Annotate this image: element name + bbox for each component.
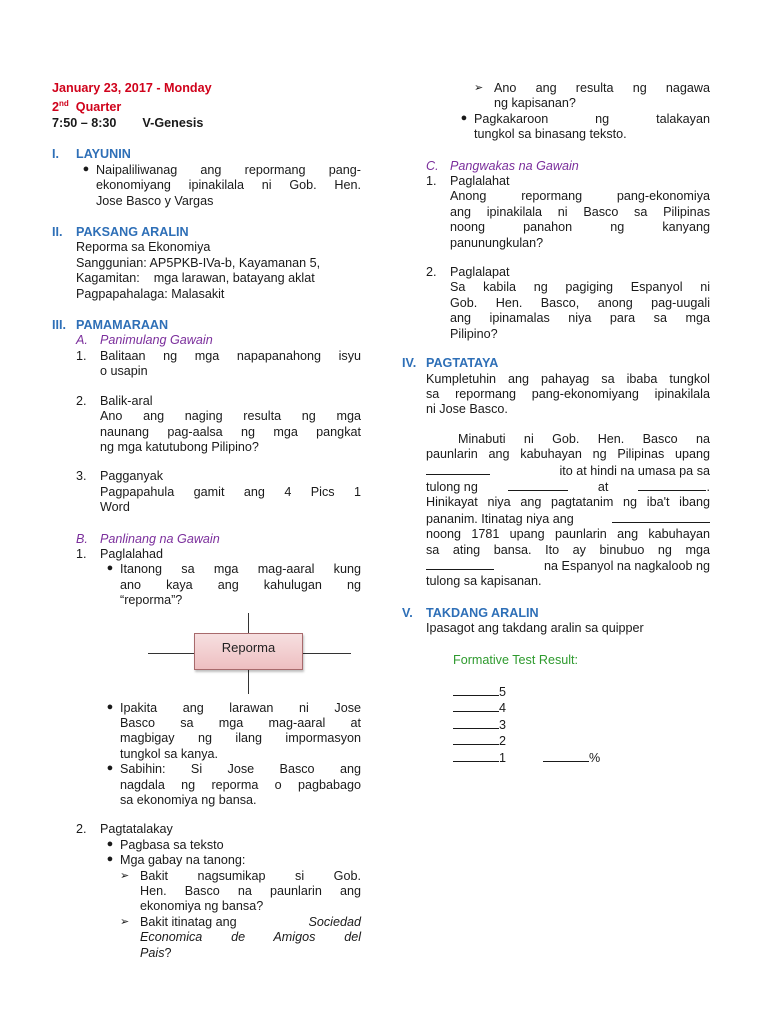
arrow-italic-text: Pais [140,945,165,960]
fill-in-line [426,511,710,527]
formative-title: Formative Test Result: [453,652,579,667]
paksang-heading [52,225,361,240]
quarter-word: Quarter [75,100,122,115]
fill-in-text: ito at hindi na umasa pa sa [559,463,710,478]
answer-blank[interactable] [426,463,490,475]
list-item [76,349,361,380]
paksang-title: PAKSANG ARALIN [76,225,189,240]
formative-section [402,653,710,766]
score-blank[interactable] [453,750,499,762]
subsection-c-heading [426,159,710,174]
fill-in-line: sa ating bansa. Ito ay binubuo ng mga [426,542,710,557]
layunin-line: ekonomiyang ipinakilala ni Gob. Hen. [96,178,361,193]
formative-row [453,700,710,716]
paksang-line: Reporma sa Ekonomiya [76,240,211,255]
item-line: ang ipinamalas niya para sa mga [450,311,710,326]
item-number: 2. [76,822,87,837]
item-number: 1. [76,546,87,561]
subsection-c-letter: C. [426,158,439,173]
fill-in-text: na Espanyol na nagkaloob ng [544,558,710,573]
item-line: noong panahon ng kanyang [450,220,710,235]
fill-in-text: tulong ng [426,479,478,494]
bullet-item [100,762,361,808]
subsection-a-heading [76,333,361,348]
fill-in-text: . [706,479,710,494]
item-number: 2. [426,265,437,280]
pangwakas-section [402,159,710,342]
formative-row [453,750,710,766]
paksang-number: II. [52,225,63,240]
bullet-icon: ● [106,700,114,713]
bullet-icon: ● [106,853,114,866]
arrow-italic-text: Sociedad [308,914,361,929]
layunin-title: LAYUNIN [76,147,131,162]
pamamaraan-number: III. [52,318,66,333]
fill-in-line: Minabuti ni Gob. Hen. Basco na [458,431,710,446]
bullet-line: tungkol sa kanya. [120,746,219,761]
formative-row [453,684,710,700]
subsection-c-title: Pangwakas na Gawain [450,158,579,173]
pamamaraan-body [52,333,361,608]
arrow-item [120,915,361,961]
fill-in-line [426,463,710,479]
bullet-line: Pagbasa sa teksto [120,837,224,852]
arrow-line: ng kapisanan? [494,96,576,111]
lesson-date: January 23, 2017 - Monday [52,81,212,95]
bullet-icon: ● [82,162,90,175]
bullet-line: tungkol sa binasang teksto. [474,127,627,142]
item-line: Pagganyak [100,469,164,484]
diagram-line-top [248,613,249,633]
item-line: Sa kabila ng pagiging Espanyol ni [450,280,710,295]
item-number: 2. [76,393,87,408]
diagram-line-right [303,653,351,654]
item-line: ng mga katutubong Pilipino? [100,439,259,454]
time-section [52,116,361,131]
fill-in-text: pananim. Itinatag niya ang [426,511,574,526]
subsection-b-title: Panlinang na Gawain [100,531,220,546]
fill-in-line: tulong sa kapisanan. [426,574,542,589]
bullet-icon: ● [460,111,468,124]
reporma-label: Reporma [221,639,276,655]
list-item [76,822,361,961]
bullet-line: magbigay ng ilang impormasyon [120,731,361,746]
item-number: 3. [76,469,87,484]
arrow-italic-text: Economica de Amigos del [140,930,361,945]
score-label: 5 [499,685,507,699]
arrow-bullet-icon: ➢ [120,915,130,928]
pagtataya-intro-line: ni Jose Basco. [426,402,508,417]
item-line: ang ipinakilala ni Basco sa Pilipinas [450,204,710,219]
bullet-icon: ● [106,562,114,575]
fill-in-line: noong 1781 upang paunlarin ang kabuhayan [426,527,710,542]
pamamaraan-heading [52,318,361,333]
continued-bullets [402,112,710,143]
fill-in-line: paunlarin ang kabuhayan ng Pilipinas upang [426,447,710,462]
item-line: Gob. Hen. Basco, anong pag-uugali [450,295,710,310]
arrow-text: Bakit itinatag ang [140,914,237,929]
diagram-line-bottom [248,670,249,694]
score-blank[interactable] [453,717,499,729]
arrow-item [120,869,361,915]
fill-in-line [426,558,710,574]
panlinang-bullets [52,701,361,809]
bullet-icon: ● [106,762,114,775]
score-label: 2 [499,734,507,749]
bullet-line: nagdala ng reporma o pagbabago [120,777,361,792]
pagtataya-intro-line: sa repormang pang-ekonomiyang ipinakilala [426,386,710,401]
bullet-line: sa ekonomiya ng bansa. [120,793,257,807]
arrow-line [140,915,361,930]
arrow-line [140,930,361,945]
reporma-box [194,633,303,670]
bullet-line: Itanong sa mga mag-aaral kung [120,562,361,577]
bullet-line: “reporma”? [120,593,183,608]
pamamaraan-title: PAMAMARAAN [76,318,169,333]
takdang-text: Ipasagot ang takdang aralin sa quipper [426,621,644,636]
subsection-a-letter: A. [76,333,88,348]
item-number: 1. [76,348,87,363]
guide-questions [100,869,361,961]
score-blank[interactable] [453,700,499,712]
answer-blank[interactable] [638,479,706,491]
bullet-line: Ipakita ang larawan ni Jose [120,700,361,715]
item-line: Paglalapat [450,265,510,280]
reporma-diagram [52,615,361,695]
bullet-line: Pagkakaroon ng talakayan [474,111,710,126]
subsection-b-letter: B. [76,531,88,546]
percent-sign: % [589,750,601,765]
score-blank[interactable] [453,684,499,696]
layunin-line: Naipaliliwanag ang repormang pang- [96,162,361,177]
answer-blank[interactable] [612,511,710,523]
answer-blank[interactable] [508,479,568,491]
fill-in-text: at [597,479,609,494]
formative-row [453,717,710,733]
bullet-item [100,562,361,608]
item-line: Paglalahad [100,546,164,561]
bullet-line: Mga gabay na tanong: [120,853,246,868]
item-line: Ano ang naging resulta ng mga [100,409,361,424]
arrow-line: Ano ang resulta ng nagawa [494,81,710,95]
item-line: Paglalahat [450,174,510,189]
paksang-line: Kagamitan: mga larawan, batayang aklat [76,271,315,286]
pagtataya-title: PAGTATAYA [426,356,499,371]
left-column [52,81,361,961]
arrow-bullet-icon: ➢ [120,869,130,882]
layunin-bullet [52,163,361,209]
answer-blank[interactable] [426,558,494,570]
layunin-heading [52,147,361,162]
pagtataya-body [402,372,710,590]
formative-row [453,733,710,749]
layunin-number: I. [52,147,59,162]
layunin-line: Jose Basco y Vargas [96,193,214,208]
item-line: naunang pag-aalsa ng mga pangkat [100,424,361,439]
item-line: Balitaan ng mga napapanahong isyu [100,348,361,363]
pagtataya-intro-line: Kumpletuhin ang pahayag sa ibaba tungkol [426,371,710,386]
score-label: 3 [499,717,507,732]
right-column [402,81,710,766]
score-blank[interactable] [453,733,499,745]
paksang-line: Sanggunian: AP5PKB-IVa-b, Kayamanan 5, [76,255,321,270]
class-section: V-Genesis [142,116,204,130]
bullet-item [454,112,710,143]
subsection-b-heading [76,532,361,547]
item-number: 1. [426,174,437,189]
score-label: 4 [499,701,507,716]
item-line: Anong repormang pang-ekonomiya [450,189,710,204]
paksang-body [52,240,361,302]
pagtatalakay-section [52,822,361,961]
item-line: Pagpapahula gamit ang 4 Pics 1 [100,484,361,499]
item-line: panunungkulan? [450,235,544,250]
takdang-title: TAKDANG ARALIN [426,605,539,620]
item-line: Balik-aral [100,393,153,408]
percent-blank[interactable] [543,750,589,762]
list-item [76,394,361,456]
fill-in-line: Hinikayat niya ang pagtatanim ng iba't ibang [426,495,710,510]
takdang-heading [402,606,710,621]
bullet-icon: ● [106,837,114,850]
item-line: Pilipino? [450,326,498,341]
bullet-line: ano kaya ang kahulugan ng [120,577,361,592]
arrow-bullet-icon: ➢ [474,82,484,94]
score-label: 1 [499,750,507,765]
pagtataya-heading [402,356,710,371]
continued-questions [402,81,710,112]
item-line: Pagtatalakay [100,822,173,837]
diagram-line-left [148,653,194,654]
bullet-item [100,701,361,763]
subsection-a-title: Panimulang Gawain [100,333,213,348]
takdang-number: V. [402,605,413,620]
arrow-line: Hen. Basco na paunlarin ang [140,884,361,899]
quarter-suffix: nd [59,99,69,109]
quarter-number: 2 [52,100,60,115]
class-time: 7:50 – 8:30 [52,116,117,130]
item-line: Word [100,500,130,515]
bullet-item [100,838,361,853]
quarter-label [52,96,361,116]
pagtataya-number: IV. [402,356,417,371]
list-item [426,265,710,342]
item-line: o usapin [100,364,148,379]
bullet-line: Sabihin: Si Jose Basco ang [120,762,361,777]
arrow-text: ? [164,945,172,960]
arrow-line: ekonomiya ng bansa? [140,899,264,914]
list-item [426,174,710,251]
bullet-item [100,853,361,868]
arrow-item [474,81,710,112]
list-item [76,547,361,609]
fill-in-line [426,479,710,495]
arrow-line [140,946,361,961]
paksang-line: Pagpapahalaga: Malasakit [76,286,225,301]
arrow-line: Bakit nagsumikap si Gob. [140,868,361,883]
bullet-line: Basco sa mga mag-aaral at [120,715,361,730]
list-item [76,469,361,515]
